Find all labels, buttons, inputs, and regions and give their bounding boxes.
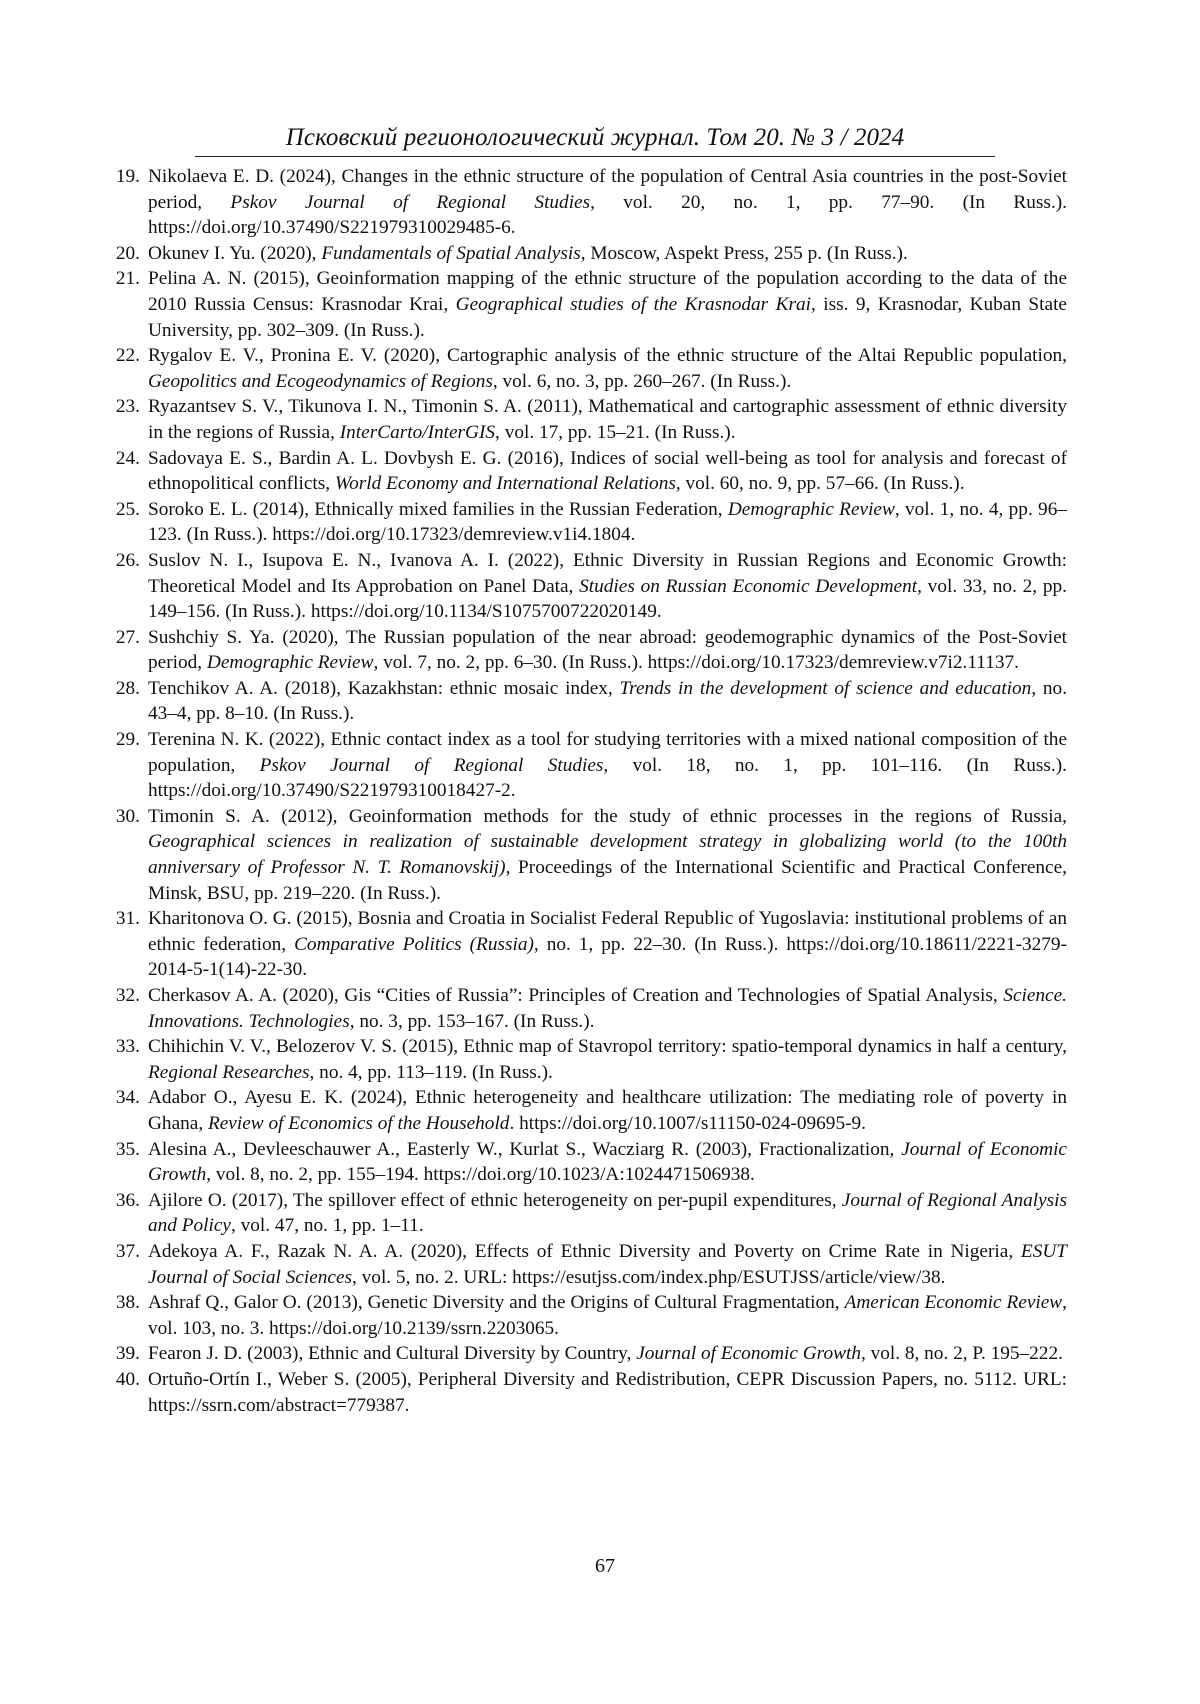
reference-source-title: Geopolitics and Ecogeodynamics of Regions (148, 371, 493, 392)
reference-number: 36. (100, 1188, 140, 1214)
reference-text-segment: Ryazantsev S. V., Tikunova I. N., Timonin S. A. (2011), Mathematical and cartographic assessment of ethnic diversity in the regions of Russia, (148, 396, 1067, 443)
header-rule (195, 156, 995, 157)
reference-item (112, 727, 1067, 804)
reference-number: 21. (100, 266, 140, 292)
reference-text-segment: Pelina A. N. (2015), Geoinformation mapping of the ethnic structure of the population according to the data of the 2010 Russia Census: Krasnodar Krai, (148, 268, 1067, 315)
reference-text-segment: Suslov N. I., Isupova E. N., Ivanova A. I. (2022), Ethnic Diversity in Russian Regions and Economic Growth: Theoretical Model and Its Approbation on Panel Data, (148, 550, 1067, 597)
reference-item (112, 676, 1067, 727)
reference-source-title: American Economic Review (845, 1292, 1063, 1313)
reference-text-segment: , no. 43–4, pp. 8–10. (In Russ.). (148, 678, 1067, 725)
reference-text (148, 166, 1067, 238)
reference-list (112, 164, 1067, 1418)
reference-source-title: Demographic Review (728, 499, 895, 520)
reference-text-segment: , vol. 47, no. 1, pp. 1–11. (231, 1215, 424, 1236)
reference-text-segment: , vol. 1, no. 4, pp. 96–123. (In Russ.). https://doi.org/10.17323/demreview.v1i4.1804. (148, 499, 1067, 546)
reference-source-title: Fundamentals of Spatial Analysis (321, 243, 580, 264)
reference-text (148, 1241, 1067, 1288)
reference-text (148, 1036, 1067, 1083)
reference-item (112, 906, 1067, 983)
reference-text (148, 345, 1067, 392)
reference-text-segment: Soroko E. L. (2014), Ethnically mixed families in the Russian Federation, (148, 499, 728, 520)
reference-number: 27. (100, 625, 140, 651)
reference-text-segment: Chihichin V. V., Belozerov V. S. (2015), Ethnic map of Stavropol territory: spatio-temporal dynamics in half a century, (148, 1036, 1067, 1057)
reference-item (112, 1034, 1067, 1085)
reference-text-segment: Terenina N. K. (2022), Ethnic contact index as a tool for studying territories with a mixed national composition of the population, (148, 729, 1067, 776)
reference-text-segment: , vol. 18, no. 1, pp. 101–116. (In Russ.). https://doi.org/10.37490/S221979310018427-2. (148, 755, 1067, 802)
reference-item (112, 625, 1067, 676)
reference-text (148, 908, 1067, 980)
reference-item (112, 1188, 1067, 1239)
reference-item (112, 804, 1067, 906)
reference-text-segment: Sadovaya E. S., Bardin A. L. Dovbysh E. G. (2016), Indices of social well-being as tool for analysis and forecast of ethnopolitical conflicts, (148, 448, 1067, 495)
reference-text (148, 396, 1067, 443)
reference-text-segment: , vol. 7, no. 2, pp. 6–30. (In Russ.). https://doi.org/10.17323/demreview.v7i2.11137. (373, 652, 1019, 673)
reference-item (112, 266, 1067, 343)
reference-text-segment: Nikolaeva E. D. (2024), Changes in the ethnic structure of the population of Central Asia countries in the post-Soviet period, (148, 166, 1067, 213)
reference-text (148, 1087, 1067, 1134)
reference-source-title: Review of Economics of the Household (208, 1113, 509, 1134)
reference-text (148, 550, 1067, 622)
reference-text (148, 1190, 1067, 1237)
reference-text-segment: Cherkasov A. A. (2020), Gis “Cities of Russia”: Principles of Creation and Technologies of Spatial Analysis, (148, 985, 1003, 1006)
reference-number: 23. (100, 394, 140, 420)
reference-source-title: Comparative Politics (Russia) (294, 934, 534, 955)
reference-item (112, 1341, 1067, 1367)
reference-number: 26. (100, 548, 140, 574)
reference-text-segment: Tenchikov A. A. (2018), Kazakhstan: ethnic mosaic index, (148, 678, 620, 699)
reference-text-segment: , no. 4, pp. 113–119. (In Russ.). (310, 1062, 553, 1083)
reference-text-segment: , vol. 33, no. 2, pp. 149–156. (In Russ.). https://doi.org/10.1134/S1075700722020149. (148, 576, 1067, 623)
reference-text-segment: , Proceedings of the International Scientific and Practical Conference, Minsk, BSU, pp. 219–220. (In Russ.). (148, 857, 1067, 904)
reference-text (148, 243, 908, 264)
reference-text-segment: Okunev I. Yu. (2020), (148, 243, 321, 264)
reference-text-segment: Ajilore O. (2017), The spillover effect of ethnic heterogeneity on per-pupil expenditures, (148, 1190, 842, 1211)
reference-text-segment: . https://doi.org/10.1007/s11150-024-09695-9. (509, 1113, 866, 1134)
reference-text-segment: , Moscow, Aspekt Press, 255 p. (In Russ.). (581, 243, 908, 264)
reference-item (112, 1367, 1067, 1418)
reference-item (112, 1085, 1067, 1136)
reference-number: 29. (100, 727, 140, 753)
reference-number: 39. (100, 1341, 140, 1367)
reference-source-title: InterCarto/InterGIS (340, 422, 495, 443)
reference-source-title: Geographical studies of the Krasnodar Krai (456, 294, 811, 315)
reference-text-segment: Rygalov E. V., Pronina E. V. (2020), Cartographic analysis of the ethnic structure of the Altai Republic population, (148, 345, 1067, 366)
reference-number: 19. (100, 164, 140, 190)
reference-text-segment: , iss. 9, Krasnodar, Kuban State University, pp. 302–309. (In Russ.). (148, 294, 1067, 341)
reference-text (148, 806, 1067, 904)
reference-text (148, 268, 1067, 340)
reference-number: 20. (100, 241, 140, 267)
reference-source-title: Journal of Economic Growth (148, 1139, 1067, 1186)
reference-number: 37. (100, 1239, 140, 1265)
reference-text-segment: Alesina A., Devleeschauwer A., Easterly W., Kurlat S., Wacziarg R. (2003), Fractionalization, (148, 1139, 901, 1160)
reference-text-segment: , vol. 6, no. 3, pp. 260–267. (In Russ.). (493, 371, 791, 392)
reference-item (112, 1239, 1067, 1290)
reference-text (148, 678, 1067, 725)
reference-number: 22. (100, 343, 140, 369)
reference-item (112, 983, 1067, 1034)
reference-source-title: ESUT Journal of Social Sciences (148, 1241, 1067, 1288)
reference-text-segment: Ashraf Q., Galor O. (2013), Genetic Diversity and the Origins of Cultural Fragmentation, (148, 1292, 845, 1313)
reference-item (112, 394, 1067, 445)
reference-source-title: Pskov Journal of Regional Studies (230, 192, 590, 213)
reference-source-title: Studies on Russian Economic Development (579, 576, 917, 597)
reference-number: 38. (100, 1290, 140, 1316)
reference-source-title: Trends in the development of science and education (620, 678, 1032, 699)
reference-text-segment: , vol. 20, no. 1, pp. 77–90. (In Russ.). https://doi.org/10.37490/S221979310029485-6. (148, 192, 1067, 239)
reference-text (148, 985, 1067, 1032)
reference-text-segment: , vol. 103, no. 3. https://doi.org/10.2139/ssrn.2203065. (148, 1292, 1067, 1339)
reference-text (148, 627, 1067, 674)
reference-text (148, 1343, 1063, 1364)
reference-text-segment: , vol. 17, pp. 15–21. (In Russ.). (495, 422, 735, 443)
reference-number: 24. (100, 446, 140, 472)
reference-text (148, 1369, 1067, 1416)
reference-source-title: Pskov Journal of Regional Studies (260, 755, 604, 776)
journal-page (0, 0, 1200, 1704)
reference-item (112, 548, 1067, 625)
reference-source-title: Journal of Economic Growth (636, 1343, 861, 1364)
reference-text-segment: Fearon J. D. (2003), Ethnic and Cultural Diversity by Country, (148, 1343, 636, 1364)
reference-source-title: Regional Researches (148, 1062, 310, 1083)
reference-text-segment: Ortuño-Ortín I., Weber S. (2005), Peripheral Diversity and Redistribution, CEPR Discussion Papers, no. 5112. URL: https://ssrn.com/abstract=779387. (148, 1369, 1067, 1416)
reference-text (148, 1139, 1067, 1186)
reference-item (112, 1290, 1067, 1341)
reference-item (112, 241, 1067, 267)
reference-number: 30. (100, 804, 140, 830)
reference-source-title: Journal of Regional Analysis and Policy (148, 1190, 1067, 1237)
reference-text-segment: , vol. 8, no. 2, P. 195–222. (861, 1343, 1063, 1364)
reference-text-segment: , vol. 8, no. 2, pp. 155–194. https://doi.org/10.1023/A:1024471506938. (206, 1164, 755, 1185)
reference-number: 25. (100, 497, 140, 523)
reference-text-segment: , vol. 5, no. 2. URL: https://esutjss.com/index.php/ESUTJSS/article/view/38. (352, 1267, 945, 1288)
reference-number: 31. (100, 906, 140, 932)
reference-text-segment: Adekoya A. F., Razak N. A. A. (2020), Effects of Ethnic Diversity and Poverty on Crime Rate in Nigeria, (148, 1241, 1021, 1262)
reference-item (112, 164, 1067, 241)
reference-source-title: World Economy and International Relations (335, 473, 676, 494)
reference-source-title: Geographical sciences in realization of sustainable development strategy in globalizing world (to the 100th anniversary of Professor N. T. Romanovskij) (148, 831, 1067, 878)
reference-item (112, 343, 1067, 394)
reference-item (112, 446, 1067, 497)
reference-text (148, 499, 1067, 546)
reference-text-segment: , no. 3, pp. 153–167. (In Russ.). (350, 1011, 595, 1032)
reference-number: 32. (100, 983, 140, 1009)
reference-text (148, 729, 1067, 801)
reference-text-segment: Timonin S. A. (2012), Geoinformation methods for the study of ethnic processes in the regions of Russia, (148, 806, 1067, 827)
reference-number: 40. (100, 1367, 140, 1393)
reference-text (148, 1292, 1067, 1339)
reference-source-title: Science. Innovations. Technologies (148, 985, 1067, 1032)
reference-text-segment: , no. 1, pp. 22–30. (In Russ.). https://doi.org/10.18611/2221-3279-2014-5-1(14)-22-30. (148, 934, 1067, 981)
reference-item (112, 497, 1067, 548)
reference-number: 34. (100, 1085, 140, 1111)
reference-number: 33. (100, 1034, 140, 1060)
page-number: 67 (0, 1553, 1200, 1579)
reference-text-segment: , vol. 60, no. 9, pp. 57–66. (In Russ.). (676, 473, 965, 494)
reference-text-segment: Sushchiy S. Ya. (2020), The Russian population of the near abroad: geodemographic dynamics of the Post-Soviet period, (148, 627, 1067, 674)
running-header: Псковский регионологический журнал. Том 20. № 3 / 2024 (195, 123, 995, 153)
reference-item (112, 1137, 1067, 1188)
reference-text (148, 448, 1067, 495)
reference-number: 35. (100, 1137, 140, 1163)
reference-text-segment: Kharitonova O. G. (2015), Bosnia and Croatia in Socialist Federal Republic of Yugoslavia: institutional problems of an ethnic federation, (148, 908, 1067, 955)
reference-number: 28. (100, 676, 140, 702)
reference-text-segment: Adabor O., Ayesu E. K. (2024), Ethnic heterogeneity and healthcare utilization: The mediating role of poverty in Ghana, (148, 1087, 1067, 1134)
reference-source-title: Demographic Review (207, 652, 374, 673)
